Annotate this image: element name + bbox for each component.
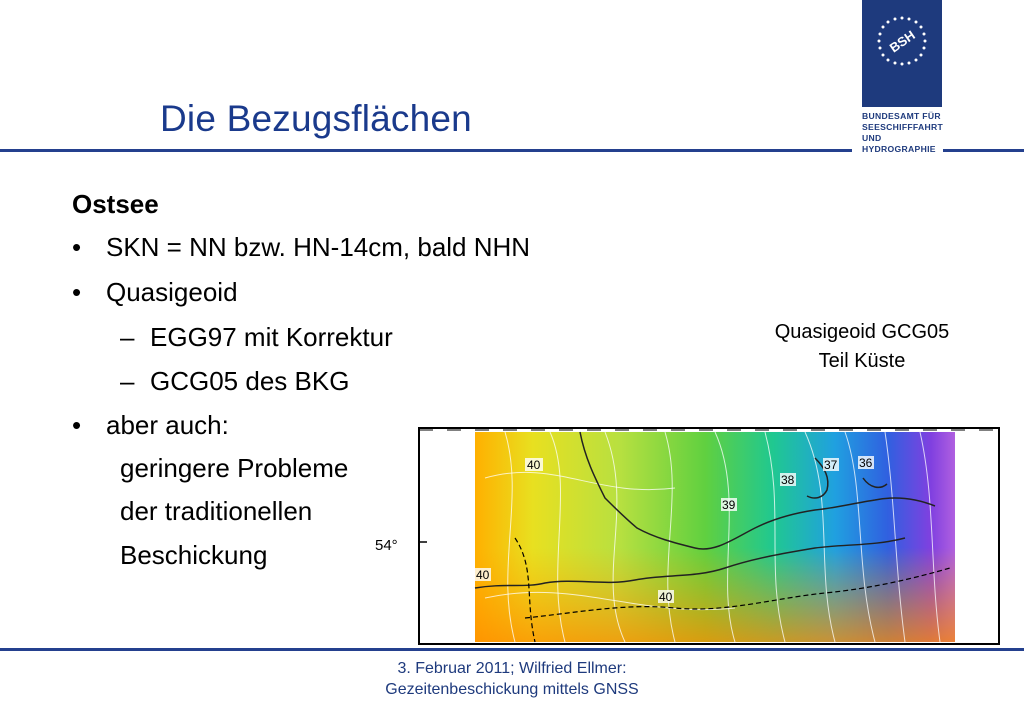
logo-line: BUNDESAMT FÜR <box>862 111 941 121</box>
contour-label: 36 <box>859 456 873 470</box>
slide-title: Die Bezugsflächen <box>160 98 472 139</box>
bullet-text: GCG05 des BKG <box>150 366 350 396</box>
logo-line: HYDROGRAPHIE <box>862 144 936 154</box>
continuation-line: der traditionellen <box>120 496 313 526</box>
continuation-line: geringere Probleme <box>120 453 349 483</box>
bullet-item <box>72 232 530 263</box>
footer-line: Gezeitenbeschickung mittels GNSS <box>385 681 639 698</box>
dash-marker: – <box>120 322 135 352</box>
caption-line: Teil Küste <box>818 350 906 372</box>
figure-caption <box>744 318 980 376</box>
dash-marker: – <box>120 366 135 396</box>
logo-line: SEESCHIFFFAHRT <box>862 122 944 132</box>
bsh-logo <box>862 0 942 107</box>
sub-bullet-item <box>120 366 349 397</box>
sub-bullet-item <box>120 322 393 353</box>
footer-line: 3. Februar 2011; Wilfried Ellmer: <box>397 660 627 677</box>
continuation-line: Beschickung <box>120 540 268 570</box>
contour-label: 40 <box>527 458 541 472</box>
logo-line: UND <box>862 133 882 143</box>
footer-divider <box>0 648 1024 651</box>
bullet-marker: • <box>72 277 82 307</box>
contour-label: 39 <box>722 498 736 512</box>
bsh-logo-emblem-icon <box>862 0 942 107</box>
bullet-marker: • <box>72 410 82 440</box>
bullet-item <box>72 410 229 441</box>
bullet-marker: • <box>72 232 82 262</box>
quasigeoid-map-image <box>375 418 1005 646</box>
bullet-text: Quasigeoid <box>106 277 238 307</box>
contour-label: 40 <box>476 568 490 582</box>
bullet-text: SKN = NN bzw. HN-14cm, bald NHN <box>106 232 531 262</box>
title-divider-right <box>943 149 1024 152</box>
bullet-text: EGG97 mit Korrektur <box>150 322 393 352</box>
logo-organization-name <box>862 111 952 155</box>
title-divider <box>0 149 852 152</box>
footer <box>0 658 1024 700</box>
contour-label: 38 <box>781 473 795 487</box>
bullet-text: aber auch: <box>106 410 229 440</box>
section-heading: Ostsee <box>72 189 159 219</box>
caption-line: Quasigeoid GCG05 <box>774 321 950 343</box>
contour-label: 37 <box>824 458 838 472</box>
contour-label: 40 <box>659 590 673 604</box>
latitude-label: 54° <box>375 537 398 554</box>
bullet-item <box>72 277 238 308</box>
logo-acronym: BSH <box>886 27 918 56</box>
quasigeoid-map <box>375 418 1005 646</box>
